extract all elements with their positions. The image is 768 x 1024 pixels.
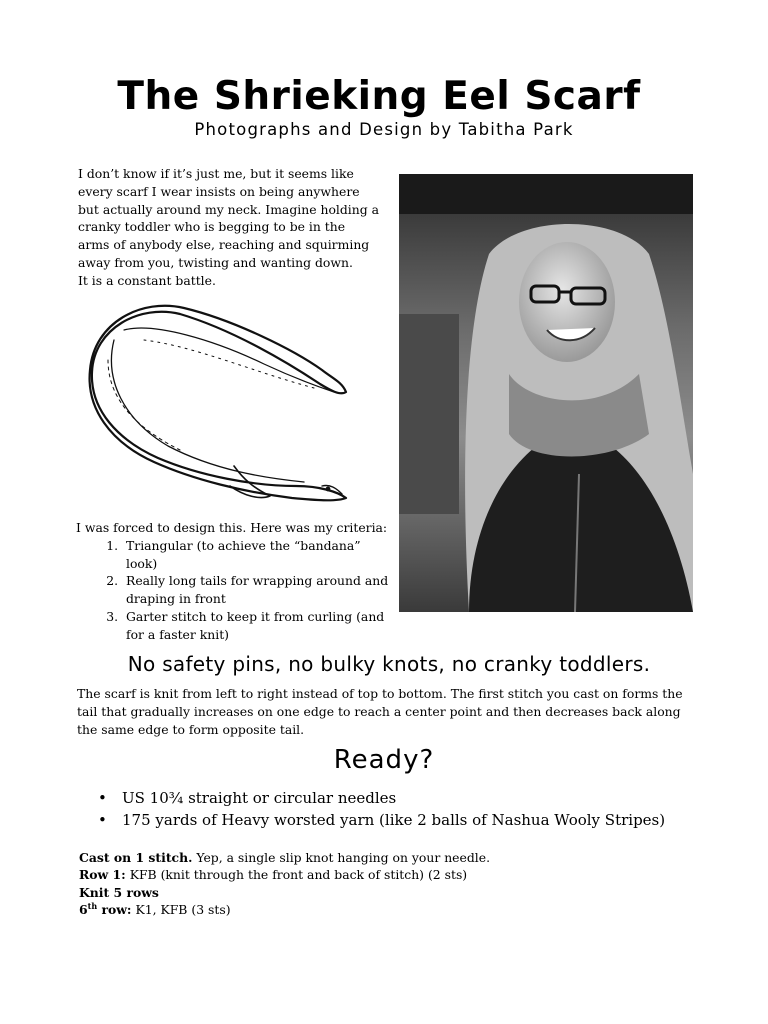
row-word: row: — [97, 902, 132, 918]
eel-illustration — [84, 300, 356, 510]
ready-heading: Ready? — [333, 745, 435, 775]
row-number: 6 — [79, 902, 88, 918]
intro-line: arms of anybody else, reaching and squirming — [78, 237, 370, 253]
criteria-item: 1. Triangular (to achieve the “bandana” look) — [122, 537, 394, 573]
intro-line: but actually around my neck. Imagine holding a — [78, 201, 380, 217]
document-subtitle: Photographs and Design by Tabitha Park — [194, 120, 574, 139]
materials-item — [98, 787, 718, 809]
materials-item — [98, 809, 718, 831]
instruction-row-1 — [79, 866, 679, 883]
instruction-label: Cast on 1 stitch. — [79, 850, 193, 865]
instruction-cast-on — [79, 849, 679, 866]
portrait-photo — [399, 174, 693, 612]
criteria-item: 2. Really long tails for wrapping around and draping in front — [122, 572, 394, 608]
criteria-lead: I was forced to design this. Here was my criteria: — [76, 520, 388, 535]
tagline: No safety pins, no bulky knots, no cranky toddlers. — [127, 652, 651, 676]
instruction-knit-5: Knit 5 rows — [79, 884, 159, 900]
instruction-text: KFB (knit through the front and back of stitch) (2 sts) — [125, 867, 468, 883]
intro-paragraph — [78, 165, 398, 290]
document-title: The Shrieking Eel Scarf — [117, 74, 641, 119]
instruction-text: K1, KFB (3 sts) — [131, 902, 231, 918]
instruction-label: Row 1: — [79, 867, 126, 883]
intro-line: cranky toddler who is begging to be in the — [78, 219, 346, 235]
instruction-row-6 — [79, 901, 679, 918]
criteria-list — [76, 537, 394, 644]
intro-line: away from you, twisting and wanting down. — [78, 254, 353, 270]
bullet-icon: • — [98, 789, 107, 807]
instruction-label — [79, 902, 132, 917]
criteria-item: 3. Garter stitch to keep it from curling (and for a faster knit) — [122, 608, 394, 644]
instruction-text: Yep, a single slip knot hanging on your needle. — [192, 850, 491, 865]
materials-item-text: 175 yards of Heavy worsted yarn (like 2 balls of Nashua Wooly Stripes) — [122, 811, 666, 829]
intro-line: It is a constant battle. — [78, 272, 216, 288]
bullet-icon: • — [98, 811, 107, 829]
materials-item-text: US 10¾ straight or circular needles — [122, 789, 397, 807]
materials-list — [98, 787, 718, 831]
intro-line: every scarf I wear insists on being anywhere — [78, 183, 360, 199]
criteria-section — [76, 519, 394, 644]
description-paragraph: The scarf is knit from left to right instead of top to bottom. The first stitch you cast on forms the tail that gradually increases on one edge to reach a center point and then decreases back along the same edge to form opposite tail. — [77, 686, 683, 737]
instructions-section — [79, 849, 679, 919]
intro-line: I don’t know if it’s just me, but it seems like — [78, 166, 354, 181]
row-ordinal: th — [87, 901, 98, 912]
